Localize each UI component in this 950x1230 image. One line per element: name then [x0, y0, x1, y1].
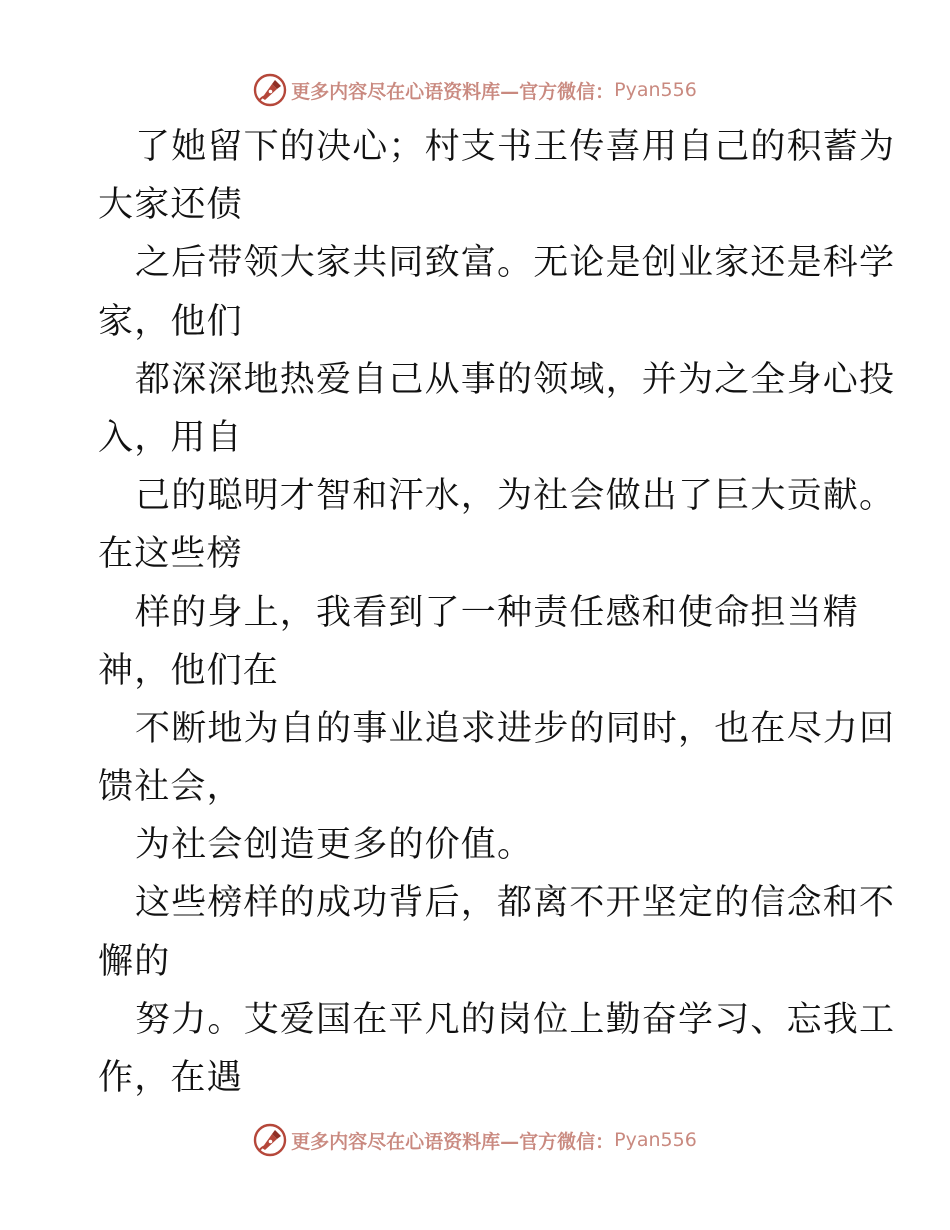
- text-line: 己的聪明才智和汗水，为社会做出了巨大贡献。: [135, 476, 896, 517]
- text-line: 馈社会，: [98, 767, 243, 808]
- text-line: 作，在遇: [98, 1058, 243, 1098]
- document-body: [98, 118, 896, 1107]
- text-line: 懈的: [98, 941, 171, 982]
- text-line: 都深深地热爱自己从事的领域，并为之全身心投: [135, 359, 896, 400]
- watermark-text: 更多内容尽在心语资料库—官方微信：: [291, 1130, 615, 1153]
- watermark-wechat-id: Pyan556: [614, 79, 697, 101]
- pen-nib-icon: [253, 73, 287, 107]
- text-line: 之后带领大家共同致富。无论是创业家还是科学: [135, 243, 896, 284]
- text-line: 神，他们在: [98, 650, 280, 691]
- text-line: 家，他们: [98, 301, 243, 342]
- pen-nib-icon: [253, 1123, 287, 1157]
- text-line: 努力。艾爱国在平凡的岗位上勤奋学习、忘我工: [135, 999, 896, 1040]
- text-line: 样的身上，我看到了一种责任感和使命担当精: [135, 592, 860, 633]
- text-line: 这些榜样的成功背后，都离不开坚定的信念和不: [135, 883, 896, 924]
- text-line: 入，用自: [98, 417, 243, 458]
- text-line: 大家还债: [98, 185, 243, 226]
- text-line: 了她留下的决心；村支书王传喜用自己的积蓄为: [135, 127, 896, 167]
- header-watermark: [0, 70, 950, 110]
- text-line: 在这些榜: [98, 534, 243, 575]
- watermark-text: 更多内容尽在心语资料库—官方微信：: [291, 80, 615, 103]
- footer-watermark: [0, 1120, 950, 1160]
- text-line: 为社会创造更多的价值。: [135, 825, 534, 866]
- watermark-wechat-id: Pyan556: [614, 1129, 697, 1151]
- text-line: 不断地为自的事业追求进步的同时，也在尽力回: [135, 708, 896, 749]
